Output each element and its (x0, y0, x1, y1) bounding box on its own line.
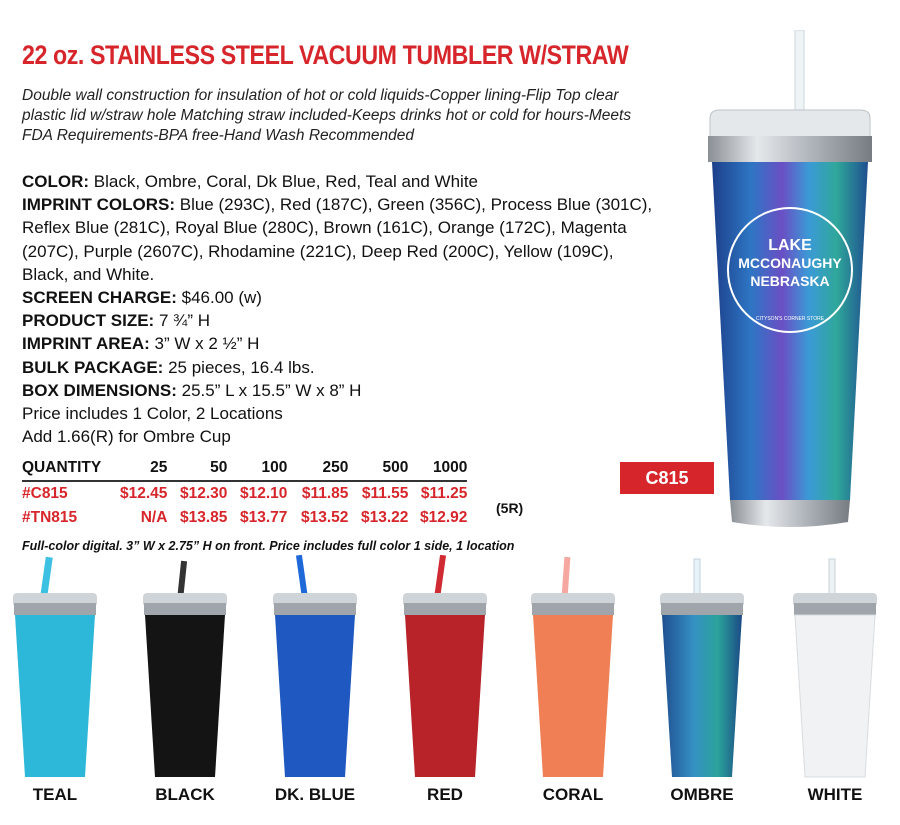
item-code: #C815 (22, 485, 68, 502)
color-option-white (785, 555, 885, 825)
spec-product-size-value: 7 ¾” H (158, 311, 210, 331)
price-cell: $13.22 (361, 509, 409, 526)
spec-box-dimensions-value: 25.5” L x 15.5” W x 8” H (181, 380, 362, 400)
price-cell: $12.10 (240, 485, 288, 502)
tumbler-teal-icon (5, 555, 105, 785)
spec-imprint-colors (22, 193, 662, 286)
color-option-black (135, 555, 235, 825)
product-title: 22 oz. STAINLESS STEEL VACUUM TUMBLER W/STRAW (22, 40, 629, 70)
header-qty-250: 250 (287, 456, 348, 481)
spec-list (22, 170, 662, 448)
price-cell: $12.30 (180, 485, 228, 502)
color-label-ombre: OMBRE (670, 785, 734, 804)
price-cell: $13.52 (301, 509, 349, 526)
price-cell: $11.25 (420, 485, 468, 502)
spec-color-value: Black, Ombre, Coral, Dk Blue, Red, Teal and White (93, 172, 479, 191)
item-code: #TN815 (22, 509, 78, 526)
price-cell: $11.85 (301, 485, 349, 502)
spec-color-label: COLOR: (22, 172, 90, 191)
spec-box-dimensions (22, 379, 662, 402)
price-row-c815 (22, 481, 467, 506)
header-qty-1000: 1000 (408, 456, 467, 481)
price-cell: N/A (140, 509, 168, 526)
spec-color (22, 170, 662, 193)
price-cell: $12.45 (120, 485, 168, 502)
header-qty-100: 100 (227, 456, 287, 481)
price-table (22, 456, 467, 530)
price-row-tn815 (22, 506, 467, 530)
pricing-footnote: Full-color digital. 3” W x 2.75” H on front. Price includes full color 1 side, 1 location (22, 539, 515, 553)
color-label-white: WHITE (807, 785, 863, 804)
tumbler-ombre-icon (652, 555, 752, 785)
tumbler-white-icon (785, 555, 885, 785)
spec-imprint-colors-value: Blue (293C), Red (187C), Green (356C), Process Blue (301C), Reflex Blue (281C), Royal Blue (280C), Brown (161C), Orange (172C), Magenta (207C), Purple (2607C), Rhodamine (221C), Deep Red (200C), Yellow (109C), Black, and White. (22, 195, 653, 284)
header-qty-50: 50 (167, 456, 227, 481)
spec-screen-charge-label: SCREEN CHARGE: (22, 288, 177, 308)
header-qty-25: 25 (120, 456, 167, 481)
color-option-coral (523, 555, 623, 825)
spec-bulk-package-label: BULK PACKAGE: (22, 357, 164, 377)
spec-box-dimensions-label: BOX DIMENSIONS: (22, 380, 177, 400)
spec-screen-charge (22, 286, 662, 309)
tumbler-red-icon (395, 555, 495, 785)
hero-logo-line-2: MCCONAUGHY (738, 255, 842, 271)
color-option-teal (5, 555, 105, 825)
price-cell: $12.92 (420, 509, 468, 526)
spec-imprint-area (22, 332, 662, 355)
color-option-red (395, 555, 495, 825)
price-code: (5R) (496, 500, 524, 516)
color-option-ombre (652, 555, 752, 825)
color-option-dk-blue (265, 555, 365, 825)
product-description: Double wall construction for insulation of hot or cold liquids-Copper lining-Flip Top clear plastic lid w/straw hole Matching straw included-Keeps drinks hot or cold for hours-Meets FDA Requirements-BPA free-Hand Wash Recommended (22, 87, 632, 144)
hero-logo-small-text: CITYSON'S CORNER STORE (755, 316, 825, 322)
spec-note-locations: Price includes 1 Color, 2 Locations (22, 404, 283, 424)
price-cell: $13.85 (180, 509, 228, 526)
tumbler-black-icon (135, 555, 235, 785)
header-quantity: QUANTITY (22, 456, 120, 481)
price-cell: $11.55 (361, 485, 409, 502)
spec-imprint-area-label: IMPRINT AREA: (22, 334, 150, 354)
color-label-coral: CORAL (542, 785, 604, 804)
hero-tumbler-image (690, 30, 890, 540)
color-label-red: RED (427, 785, 463, 804)
spec-imprint-colors-label: IMPRINT COLORS: (22, 195, 175, 215)
price-cell: $13.77 (240, 509, 288, 526)
spec-note-ombre: Add 1.66(R) for Ombre Cup (22, 427, 231, 447)
hero-tumbler-illustration (690, 30, 890, 540)
header-qty-500: 500 (348, 456, 408, 481)
tumbler-dk-blue-icon (265, 555, 365, 785)
product-code-badge: C815 (620, 462, 714, 494)
spec-product-size (22, 309, 662, 332)
color-label-dk-blue: DK. BLUE (274, 785, 356, 804)
spec-bulk-package (22, 356, 662, 379)
spec-bulk-package-value: 25 pieces, 16.4 lbs. (168, 357, 315, 377)
spec-product-size-label: PRODUCT SIZE: (22, 311, 155, 331)
spec-imprint-area-value: 3” W x 2 ½” H (154, 334, 260, 354)
tumbler-coral-icon (523, 555, 623, 785)
price-table-header (22, 456, 467, 481)
hero-logo-line-1: LAKE (768, 237, 812, 254)
hero-logo-line-3: NEBRASKA (750, 273, 830, 289)
color-label-teal: TEAL (32, 785, 78, 804)
spec-screen-charge-value: $46.00 (w) (181, 288, 262, 308)
color-label-black: BLACK (155, 785, 215, 804)
color-options (0, 555, 900, 825)
